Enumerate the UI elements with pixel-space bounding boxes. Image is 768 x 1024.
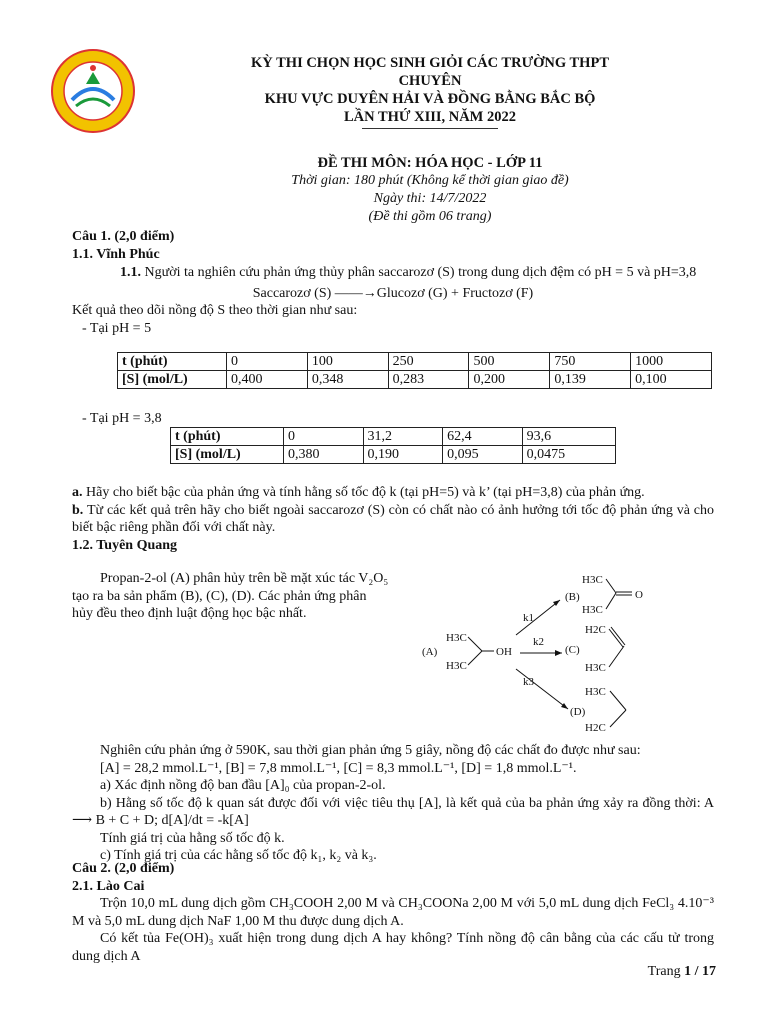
q2-heading: Câu 2. (2,0 điểm)	[72, 861, 175, 876]
scheme-b-h3c-2: H3C	[582, 604, 603, 616]
q2-p2: Có kết tủa Fe(OH)₃ xuất hiện trong dung dịch A hay không? Tính nồng độ cân bằng của các cấu tử trong dung dịch A	[72, 931, 714, 964]
header-line-2: CHUYÊN	[398, 73, 462, 89]
table-cell: 0,380	[284, 446, 364, 464]
header-line-3: KHU VỰC DUYÊN HẢI VÀ ĐỒNG BẰNG BẮC BỘ	[264, 91, 596, 107]
q1-concentrations: [A] = 28,2 mmol.L⁻¹, [B] = 7,8 mmol.L⁻¹, [C] = 8,3 mmol.L⁻¹, [D] = 1,8 mmol.L⁻¹.	[100, 760, 577, 776]
q1-ph38-label: - Tại pH = 3,8	[82, 411, 162, 426]
table-cell: [S] (mol/L)	[171, 446, 284, 464]
table-cell: 0,190	[363, 446, 443, 464]
q1-part-b	[72, 502, 714, 537]
exam-time: Thời gian: 180 phút (Không kể thời gian giao đề)	[291, 173, 569, 188]
scheme-k2: k2	[533, 636, 544, 648]
q1-sub2-questions	[72, 742, 714, 865]
table-cell: 250	[388, 353, 469, 371]
table-cell: 0,200	[469, 371, 550, 389]
table-cell: 0,348	[307, 371, 388, 389]
table-cell: 0,139	[550, 371, 631, 389]
scheme-k3: k3	[523, 676, 534, 688]
table-cell: [S] (mol/L)	[118, 371, 227, 389]
q1-parts-ab	[72, 484, 714, 554]
table-cell: 0,0475	[522, 446, 615, 464]
table-cell: 93,6	[522, 428, 615, 446]
q1-reaction: Saccarozơ (S) ——→Glucozơ (G) + Fructozơ (F)	[252, 285, 534, 301]
table-row	[118, 371, 712, 389]
scheme-a-h3c-2: H3C	[446, 660, 467, 672]
q1-sub2-c: c) Tính giá trị của các hằng số tốc độ k₁, k₂ và k₃.	[100, 848, 377, 863]
scheme-label-b: (B)	[565, 591, 580, 603]
table-cell: 0	[227, 353, 308, 371]
scheme-label-d: (D)	[570, 706, 586, 718]
q1-sub2-text: Propan-2-ol (A) phân hủy trên bề mặt xúc tác V₂O₅ tạo ra ba sản phẩm (B), (C), (D). Các phản ứng phân hủy đều theo định luật động học bậc nhất.	[72, 571, 389, 621]
scheme-c-h2c: H2C	[585, 624, 606, 636]
table-cell: 0,095	[443, 446, 523, 464]
table-cell: 500	[469, 353, 550, 371]
scheme-d-h2c: H2C	[585, 722, 606, 734]
table-cell: 0,400	[227, 371, 308, 389]
scheme-a-oh: OH	[496, 646, 512, 658]
page-number: 1 / 17	[684, 964, 716, 979]
scheme-b-h3c: H3C	[582, 574, 603, 586]
q1-ph5-label: - Tại pH = 5	[82, 320, 152, 336]
exam-header	[150, 54, 710, 129]
q1-part-b-text: Từ các kết quả trên hãy cho biết ngoài saccarozơ (S) còn có chất nào có ảnh hưởng tới tốc độ phản ứng và cho biết bậc riêng phần đối với chất này.	[72, 502, 715, 535]
page-word: Trang	[647, 964, 681, 979]
q1-sub2-a: a) Xác định nồng độ ban đầu [A]₀ của propan-2-ol.	[100, 778, 386, 793]
scheme-c-h3c: H3C	[585, 662, 606, 674]
q1-sub2-b: b) Hằng số tốc độ k quan sát được đối với việc tiêu thụ [A], là kết quả của ba phản ứng xảy ra đồng thời: A ⟶ B + C + D; d[A]/dt = -k[A]	[72, 795, 714, 828]
exam-page-count: (Đề thi gồm 06 trang)	[368, 209, 492, 224]
table-row	[118, 353, 712, 371]
q1-heading: Câu 1. (2,0 điểm)	[72, 229, 175, 244]
exam-date: Ngày thi: 14/7/2022	[373, 191, 487, 206]
table-cell: 31,2	[363, 428, 443, 446]
q1-intro-label: 1.1.	[120, 265, 141, 280]
q1-intro-text: Người ta nghiên cứu phản ứng thủy phân saccarozơ (S) trong dung dịch đệm có pH = 5 và pH=3,8	[144, 265, 697, 280]
q1-part-a-text: Hãy cho biết bậc của phản ứng và tính hằng số tốc độ k (tại pH=5) và k’ (tại pH=3,8) của phản ứng.	[86, 485, 645, 500]
table-row	[171, 428, 616, 446]
scheme-a-h3c: H3C	[446, 632, 467, 644]
q1-intro	[72, 264, 714, 282]
q1-part-a-label: a.	[72, 485, 83, 500]
scheme-k1: k1	[523, 612, 534, 624]
header-line-1: KỲ THI CHỌN HỌC SINH GIỎI CÁC TRƯỜNG THPT	[251, 55, 609, 71]
q1-part-a	[72, 484, 714, 502]
table-cell: 0,283	[388, 371, 469, 389]
page-footer	[648, 964, 716, 980]
table-cell: 100	[307, 353, 388, 371]
q1-sub2-heading: 1.2. Tuyên Quang	[72, 537, 178, 553]
q2-p1: Trộn 10,0 mL dung dịch gồm CH₃COOH 2,00 M và CH₃COONa 2,00 M với 5,0 mL dung dịch FeCl₃ 4.10⁻³ M và 5,0 mL dung dịch NaF 1,00 M thu được dung dịch A.	[72, 896, 714, 929]
q2-sub1-heading: 2.1. Lào Cai	[72, 878, 145, 894]
table-cell: 750	[550, 353, 631, 371]
q1-result-text: Kết quả theo dõi nồng độ S theo thời gian như sau:	[72, 303, 358, 318]
q1-part-b-label: b.	[72, 502, 84, 518]
reaction-scheme	[420, 565, 660, 735]
question-1	[72, 228, 714, 337]
table-cell: 0,100	[631, 371, 712, 389]
table-cell: t (phút)	[171, 428, 284, 446]
table-cell: 0	[284, 428, 364, 446]
exam-title-block	[150, 154, 710, 226]
table-ph5	[117, 352, 712, 389]
table-cell: t (phút)	[118, 353, 227, 371]
table-ph38	[170, 427, 616, 464]
table-row	[171, 446, 616, 464]
q1-sub1-heading: 1.1. Vĩnh Phúc	[72, 246, 160, 262]
scheme-d-h3c: H3C	[585, 686, 606, 698]
school-logo	[50, 48, 136, 134]
scheme-b-o: O	[635, 589, 643, 601]
scheme-label-c: (C)	[565, 644, 580, 656]
table-cell: 62,4	[443, 428, 523, 446]
q1-sub2-b-2: Tính giá trị của hằng số tốc độ k.	[100, 830, 285, 846]
question-2	[72, 860, 714, 965]
q1-experiment: Nghiên cứu phản ứng ở 590K, sau thời gian phản ứng 5 giây, nồng độ các chất đo được như sau:	[100, 743, 641, 758]
header-divider	[362, 128, 498, 129]
exam-subject: ĐỀ THI MÔN: HÓA HỌC - LỚP 11	[317, 155, 543, 171]
header-line-4: LẦN THỨ XIII, NĂM 2022	[344, 109, 516, 125]
scheme-label-a: (A)	[422, 646, 438, 658]
table-cell: 1000	[631, 353, 712, 371]
